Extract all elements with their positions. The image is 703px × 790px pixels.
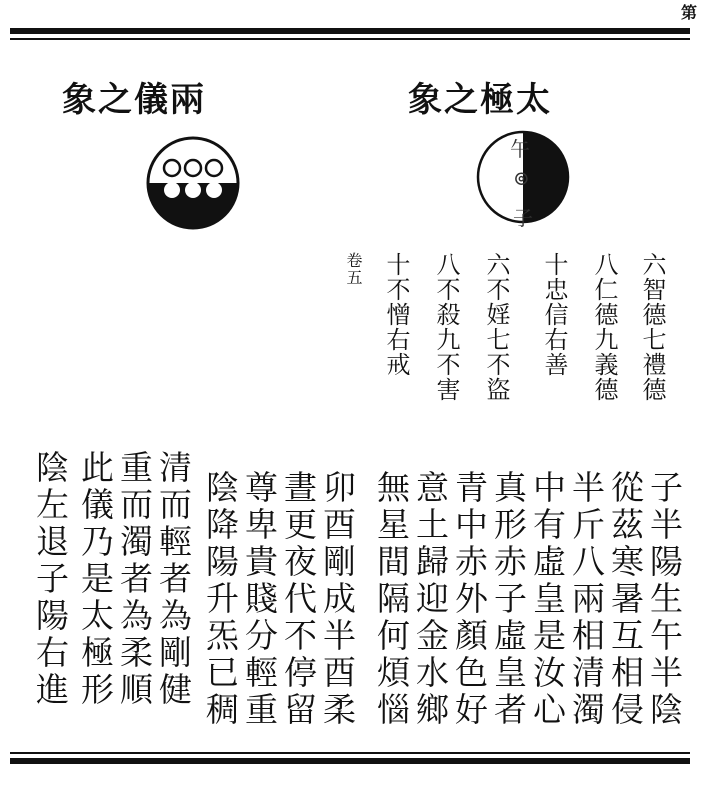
bottom-rule-thick	[10, 758, 690, 764]
lower-col-4: 中有虛皇是汝心	[528, 470, 567, 729]
liangyi-diagram	[138, 128, 248, 238]
upper-col-2: 八仁德九義德	[590, 252, 618, 402]
lower-col-9: 卯酉剛成半酉柔	[318, 470, 357, 729]
top-rule-thick	[10, 28, 690, 34]
lower-col-3: 半斤八兩相清濁	[567, 470, 606, 729]
upper-col-4: 六不婬七不盜	[482, 252, 510, 402]
lower-col-2: 從茲寒暑互相侵	[606, 470, 645, 729]
taiji-mark-center: ⊚	[513, 166, 530, 190]
lower-col-14: 重而濁者為柔順	[115, 450, 154, 709]
lower-col-15: 此儀乃是太極形	[76, 450, 115, 709]
lower-col-12: 陰降陽升炁已稠	[201, 470, 240, 729]
lower-col-5: 真形赤子虛皇者	[489, 470, 528, 729]
lower-col-6: 青中赤外顏色好	[450, 470, 489, 729]
upper-col-3: 十忠信右善	[540, 252, 568, 377]
upper-col-6: 十不憎右戒	[382, 252, 410, 377]
lower-col-11: 尊卑貴賤分輕重	[240, 470, 279, 729]
top-rule-thin	[10, 38, 690, 40]
page-corner-char: 第	[680, 3, 697, 22]
lower-col-7: 意土歸迎金水鄉	[411, 470, 450, 729]
taiji-mark-bottom: 子	[513, 206, 533, 230]
upper-col-5: 八不殺九不害	[432, 252, 460, 402]
lower-col-8: 無星間隔何煩惱	[372, 470, 411, 729]
lower-col-10: 晝更夜代不停留	[279, 470, 318, 729]
bottom-rule-thin	[10, 752, 690, 754]
lower-col-1: 子半陽生午半陰	[645, 470, 684, 729]
title-taiji: 象之極太	[408, 80, 552, 120]
title-liangyi: 象之儀兩	[62, 80, 206, 120]
upper-col-7: 卷五	[344, 252, 363, 286]
upper-col-1: 六智德七禮德	[638, 252, 666, 402]
lower-col-13: 清而輕者為剛健	[154, 450, 193, 709]
lower-col-16: 陰左退子陽右進	[31, 450, 70, 709]
taiji-mark-top: 午	[510, 137, 530, 161]
